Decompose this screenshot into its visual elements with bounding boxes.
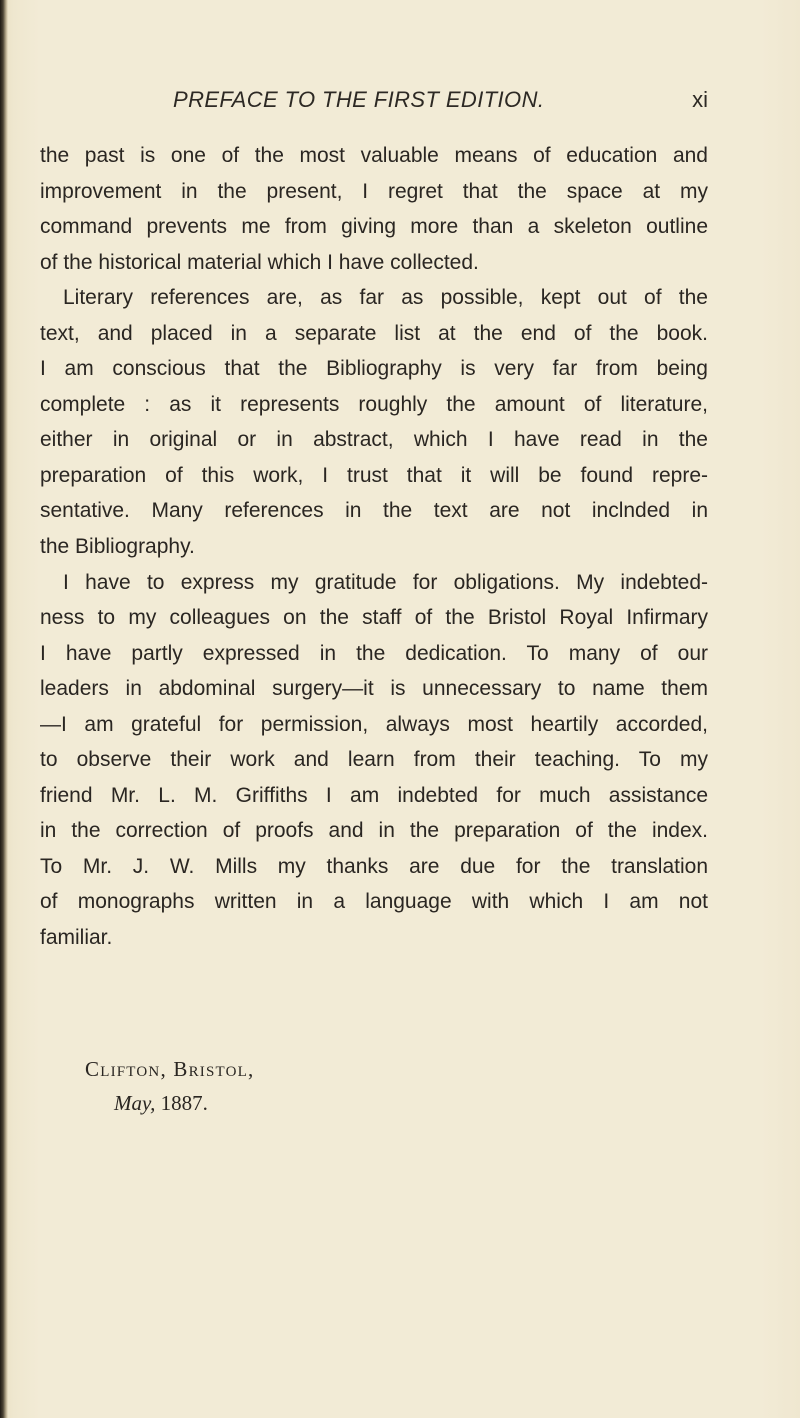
running-title: PREFACE TO THE FIRST EDITION. bbox=[173, 87, 545, 112]
text-line: of monographs written in a language with which I am not bbox=[40, 890, 708, 914]
paragraph-start-line: Literary references are, as far as possible, kept out of the bbox=[63, 286, 708, 310]
text-line: sentative. Many references in the text are not inclnded in bbox=[40, 499, 708, 523]
text-line: I have partly expressed in the dedication. To many of our bbox=[40, 641, 708, 665]
text-line: friend Mr. L. M. Griffiths I am indebted for much assistance bbox=[40, 783, 708, 807]
text-line: leaders in abdominal surgery—it is unnecessary to name them bbox=[40, 677, 708, 701]
text-line: command prevents me from giving more than a skeleton outline bbox=[40, 215, 708, 239]
text-line: text, and placed in a separate list at the end of the book. bbox=[40, 321, 708, 345]
paragraph-start-line: I have to express my gratitude for obligations. My indebted- bbox=[63, 570, 708, 594]
text-line: the past is one of the most valuable means of education and bbox=[40, 144, 708, 167]
text-line: —I am grateful for permission, always most heartily accorded, bbox=[40, 712, 708, 736]
text-line: of the historical material which I have collected. bbox=[40, 250, 479, 274]
signature-block bbox=[85, 1052, 485, 1120]
signature-date bbox=[85, 1086, 485, 1120]
text-line: either in original or in abstract, which I have read in the bbox=[40, 428, 708, 452]
text-line: the Bibliography. bbox=[40, 535, 195, 559]
preface-body bbox=[40, 138, 708, 956]
text-line: preparation of this work, I trust that it will be found repre- bbox=[40, 463, 708, 487]
running-head bbox=[40, 82, 708, 118]
page-number: xi bbox=[692, 87, 708, 112]
text-line: familiar. bbox=[40, 926, 113, 950]
text-line: in the correction of proofs and in the preparation of the index. bbox=[40, 819, 708, 843]
signature-place: Clifton, Bristol, bbox=[85, 1057, 255, 1081]
text-line: To Mr. J. W. Mills my thanks are due for the translation bbox=[40, 854, 708, 878]
text-line: ness to my colleagues on the staff of the Bristol Royal Infirmary bbox=[40, 606, 708, 630]
text-line: to observe their work and learn from their teaching. To my bbox=[40, 748, 708, 772]
text-line: I am conscious that the Bibliography is very far from being bbox=[40, 357, 708, 381]
text-line: complete : as it represents roughly the amount of literature, bbox=[40, 392, 708, 416]
binding-gutter bbox=[0, 0, 8, 1418]
text-line: improvement in the present, I regret that the space at my bbox=[40, 179, 708, 203]
signature-year: 1887. bbox=[160, 1091, 208, 1115]
signature-month: May, bbox=[114, 1091, 156, 1115]
